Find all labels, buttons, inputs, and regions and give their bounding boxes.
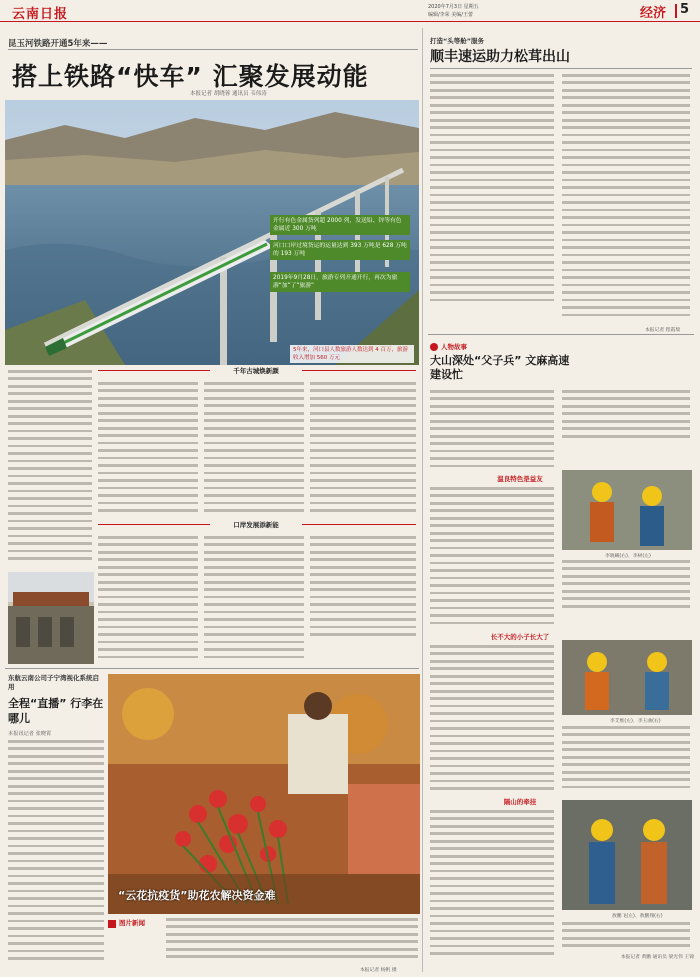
photo-news-label: 图片新闻 — [119, 919, 145, 927]
photo-news-badge — [108, 918, 164, 930]
worker-photo-3-caption: 敖鹏飞(左)、敖鹏翔(右) — [612, 914, 663, 919]
station-illustration — [8, 572, 94, 664]
airline-kicker: 东航云南公司子宁湾视化系统启用 — [8, 674, 99, 691]
subhead-grown-up: 长不大的小子长大了 — [490, 633, 550, 641]
people-body-col-4 — [562, 560, 690, 610]
divider-horizontal — [5, 668, 419, 669]
date-line: 2020年7月3日 星期五 — [428, 4, 479, 10]
people-body-col-5 — [430, 645, 554, 795]
lead-body-col-6 — [204, 536, 304, 666]
sf-headline: 顺丰速运助力松茸出山 — [430, 49, 570, 65]
worker-photo-3 — [562, 800, 692, 910]
lead-body-col-4 — [310, 382, 416, 517]
people-body-col-1 — [430, 390, 554, 470]
station-photo — [8, 572, 94, 664]
page-number: 5 — [680, 2, 690, 17]
flower-photo-title: “云花抗疫货”助花农解决资金难 — [118, 889, 276, 902]
worker-photo-2 — [562, 640, 692, 715]
section-name: 经济 — [640, 6, 667, 21]
people-byline: 本报记者 黄鹏 通讯员 梁光伟 王锦 — [620, 955, 694, 960]
sf-body-col-2 — [562, 74, 690, 324]
person-icon — [430, 343, 438, 351]
subhead-friend: 温良特色是益友 — [497, 475, 543, 483]
newspaper-logo: 云南日报 — [12, 7, 69, 22]
kicker-rule — [8, 49, 418, 50]
people-body-col-2 — [562, 390, 690, 440]
callout-freight-trains: 开行有色金属货列超 2000 列，发送铅、锌等有色金属近 300 万吨 — [270, 215, 410, 235]
worker-photo-1-caption: 李晓曦(右)、李树(左) — [605, 554, 651, 559]
airline-headline: 全程“直播” 行李在哪儿 — [8, 697, 104, 725]
lead-body-col-3 — [204, 382, 304, 517]
flower-photo-byline: 本报记者 杨帆 摄 — [360, 968, 397, 973]
sf-rule — [430, 68, 692, 69]
sf-byline: 本报记者 程霞瑞 — [645, 328, 681, 333]
people-body-col-6 — [562, 726, 690, 796]
lead-kicker: 昆玉河铁路开通5年来—— — [8, 39, 108, 49]
right-divider — [428, 334, 694, 335]
callout-tourism-growth: 5年来，河口县人数旅游人数达到 4 百万，旅游收入增加 560 万元 — [290, 345, 414, 363]
divider-vertical — [422, 28, 423, 972]
flower-photo — [108, 674, 420, 914]
photo-news-icon — [108, 920, 116, 928]
lead-headline: 搭上铁路“快车” 汇聚发展动能 — [12, 62, 369, 91]
subhead-port: 口岸发展添新能 — [98, 520, 416, 530]
flower-caption-text — [166, 918, 418, 963]
workers-illustration-2 — [562, 640, 692, 715]
subhead-ancient-city: 千年古城焕新颜 — [98, 366, 416, 376]
callout-port-volume: 河口口岸过境货运的运量达到 393 万吨是 628 万吨的 193 万吨 — [270, 240, 410, 260]
people-headline: 大山深处“父子兵” 文麻高速建设忙 — [430, 354, 570, 381]
worker-photo-1 — [562, 470, 692, 550]
sf-kicker: 打造“头等舱”服务 — [430, 37, 485, 45]
lead-body-col-2 — [98, 382, 198, 517]
callout-tourist-train: 2019年9月28日，旅游专列开通开行，再次为旅游“加”了“旅游” — [270, 272, 410, 292]
airline-byline: 本报讯记者 张晓霄 — [8, 731, 52, 737]
section-divider — [675, 4, 677, 18]
lead-body-col-1 — [8, 370, 92, 568]
workers-illustration-1 — [562, 470, 692, 550]
people-tag-label: 人物故事 — [441, 343, 467, 351]
editor-line: 编辑/李荣 美编/王蕾 — [428, 12, 473, 18]
masthead — [0, 0, 700, 22]
people-body-col-3 — [430, 487, 554, 629]
people-body-col-8 — [562, 922, 690, 952]
workers-illustration-3 — [562, 800, 692, 910]
airline-body — [8, 740, 104, 965]
people-body-col-7 — [430, 810, 554, 965]
lead-byline: 本报记者 胡晓蓉 通讯员 韦伟涛 — [190, 91, 267, 97]
lead-body-col-5 — [98, 536, 198, 666]
sf-body-col-1 — [430, 74, 554, 304]
flower-market-illustration — [108, 674, 420, 914]
worker-photo-2-caption: 李艾维(左)、李玉曲(右) — [610, 719, 661, 724]
subhead-longing: 隔山的牵挂 — [503, 798, 537, 806]
lead-body-col-7 — [310, 536, 416, 666]
